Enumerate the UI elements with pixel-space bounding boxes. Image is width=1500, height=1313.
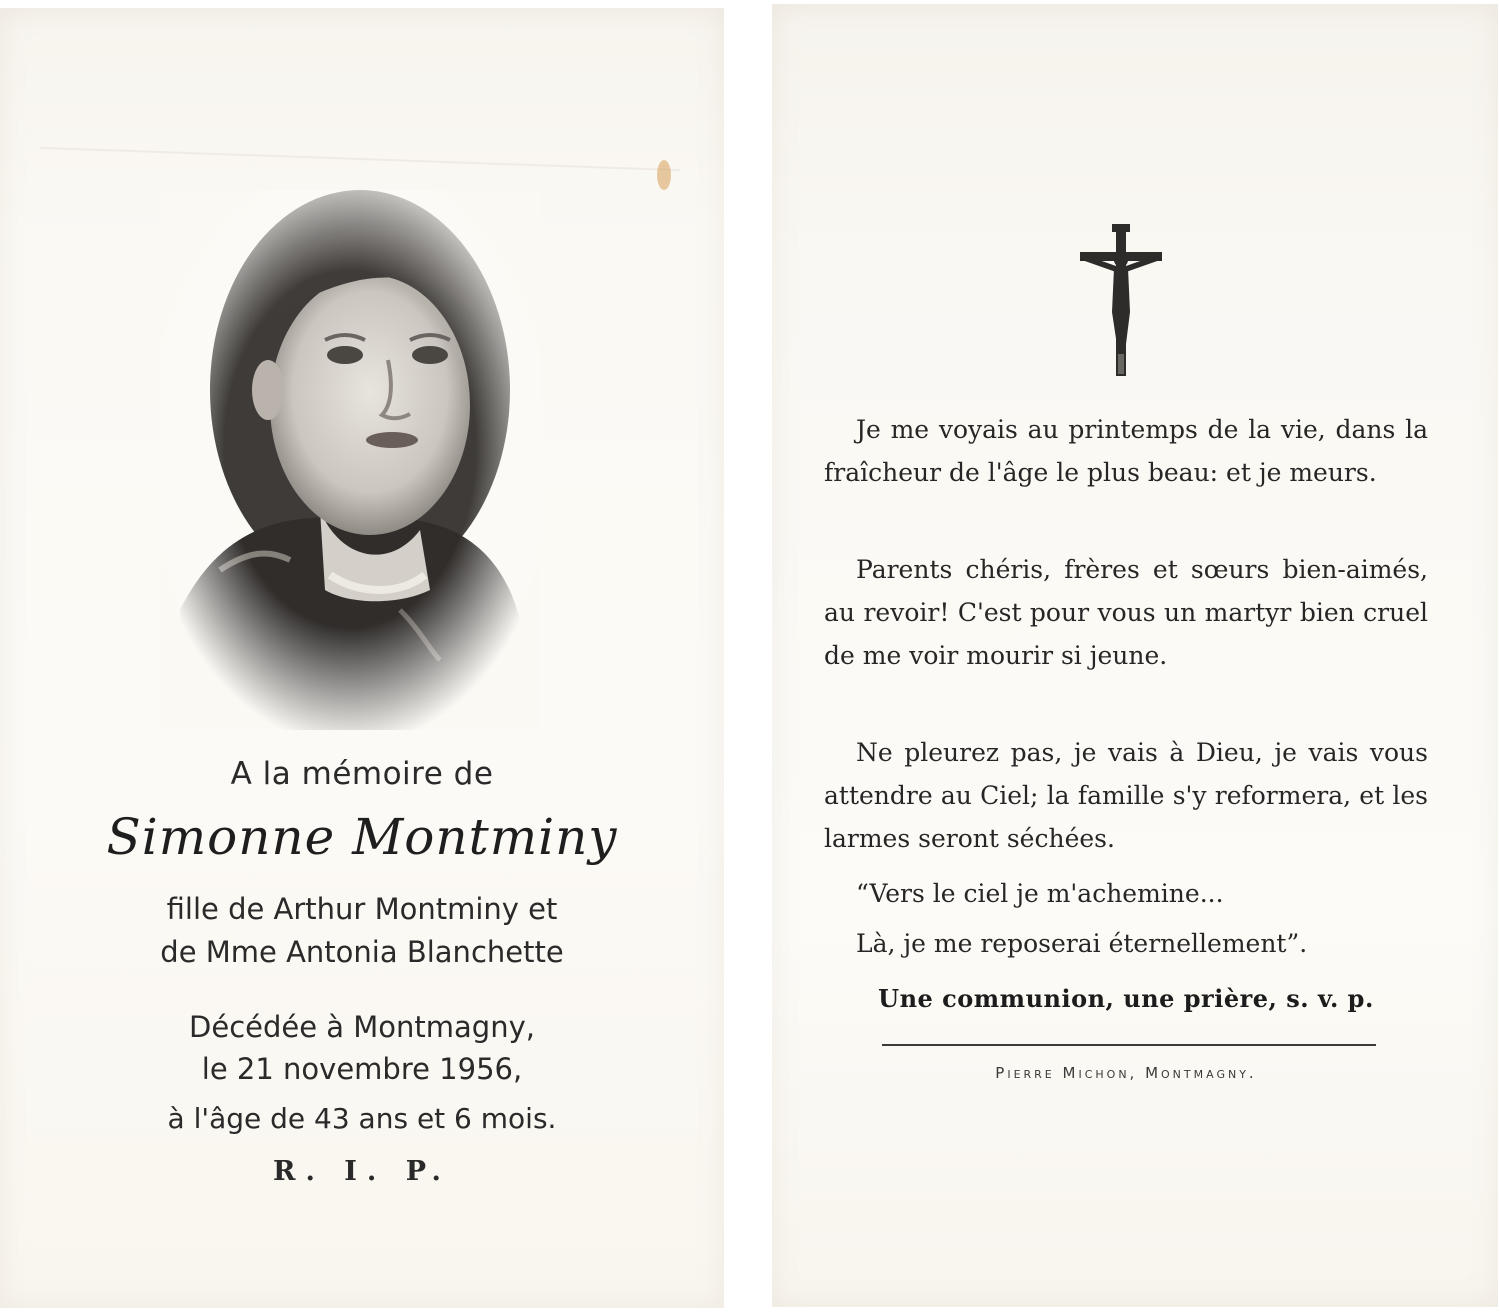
quote-line-2-text: Là, je me reposerai éternellement”. <box>856 929 1308 958</box>
paper-crease <box>40 147 680 171</box>
poem-paragraph-3 <box>824 731 1428 860</box>
paper-stain <box>657 160 671 190</box>
quote-line-2 <box>824 922 1428 965</box>
memoire-heading: A la mémoire de <box>230 756 494 792</box>
divider-rule <box>882 1044 1376 1046</box>
parents-line-2: de Mme Antonia Blanchette <box>160 935 564 969</box>
prayer-request: Une communion, une prière, s. v. p. <box>878 984 1374 1013</box>
poem-paragraph-2-text: Parents chéris, frères et sœurs bien-aimés, au revoir! C'est pour vous un martyr bien cruel de me voir mourir si jeune. <box>824 555 1428 670</box>
poem-paragraph-2 <box>824 548 1428 677</box>
portrait-photo <box>160 190 540 730</box>
quote-line-1 <box>824 872 1428 915</box>
rip-text: R. I. P. <box>273 1156 451 1187</box>
age-line: à l'âge de 43 ans et 6 mois. <box>167 1102 557 1135</box>
quote-line-1-text: “Vers le ciel je m'achemine... <box>856 879 1224 908</box>
parents-line-1: fille de Arthur Montminy et <box>166 892 558 926</box>
death-place-line: Décédée à Montmagny, <box>189 1010 535 1044</box>
crucifix-icon <box>1078 222 1164 382</box>
deceased-name: Simonne Montminy <box>106 808 618 866</box>
death-date-line: le 21 novembre 1956, <box>201 1052 523 1086</box>
poem-paragraph-3-text: Ne pleurez pas, je vais à Dieu, je vais vous attendre au Ciel; la famille s'y reformera, et les larmes seront séchées. <box>824 738 1428 853</box>
printer-imprint: Pierre Michon, Montmagny. <box>995 1064 1257 1082</box>
poem-paragraph-1-text: Je me voyais au printemps de la vie, dans la fraîcheur de l'âge le plus beau: et je meurs. <box>824 415 1428 487</box>
poem-paragraph-1 <box>824 408 1428 494</box>
